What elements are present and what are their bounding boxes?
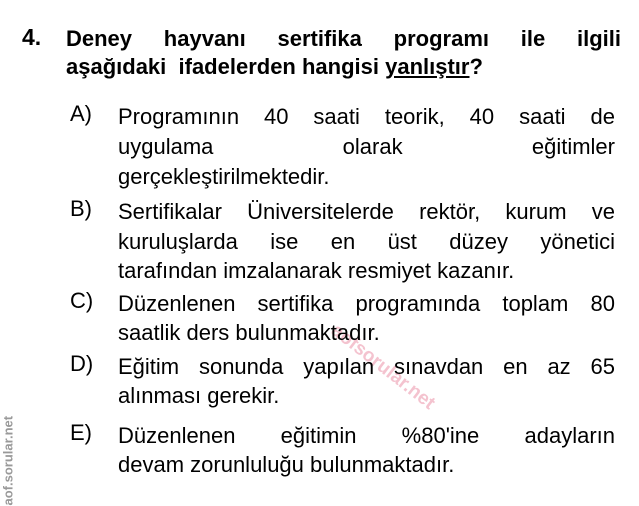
option-text-line: gerçekleştirilmektedir. <box>118 164 330 189</box>
option-letter[interactable]: B) <box>70 196 92 221</box>
question-emphasis: yanlıştır <box>385 54 470 79</box>
watermark: aofsorular.net <box>327 320 440 414</box>
question-number: 4. <box>22 24 42 50</box>
option-text-line: devam zorunluluğu bulunmaktadır. <box>118 452 455 477</box>
option-text-line: Düzenlenen sertifika programında toplam 80 <box>118 291 615 316</box>
question-text-line-2 <box>66 54 621 80</box>
option-text-line: Düzenlenen eğitimin %80'ine adayların <box>118 423 615 448</box>
option-text-line: kuruluşlarda ise en üst düzey yönetici <box>118 229 615 254</box>
question-text-suffix: ? <box>469 54 483 79</box>
option-letter[interactable]: C) <box>70 288 94 313</box>
option-text-line: Programının 40 saati teorik, 40 saati de <box>118 104 615 129</box>
option-letter[interactable]: A) <box>70 101 92 126</box>
option-text-line: alınması gerekir. <box>118 383 280 408</box>
question-text-prefix: aşağıdaki ifadelerden hangisi <box>66 54 386 79</box>
option-letter[interactable]: E) <box>70 420 92 445</box>
side-label: aof.sorular.net <box>0 415 16 506</box>
option-text-line: tarafından imzalanarak resmiyet kazanır. <box>118 258 515 283</box>
option-text-line: Sertifikalar Üniversitelerde rektör, kurum ve <box>118 199 615 224</box>
option-text-line: uygulama olarak eğitimler <box>118 134 615 159</box>
option-text-line: Eğitim sonunda yapılan sınavdan en az 65 <box>118 354 615 379</box>
question-text-line-1: Deney hayvanı sertifika programı ile ilgili <box>66 26 621 51</box>
option-letter[interactable]: D) <box>70 351 94 376</box>
option-text-line: saatlik ders bulunmaktadır. <box>118 320 380 345</box>
